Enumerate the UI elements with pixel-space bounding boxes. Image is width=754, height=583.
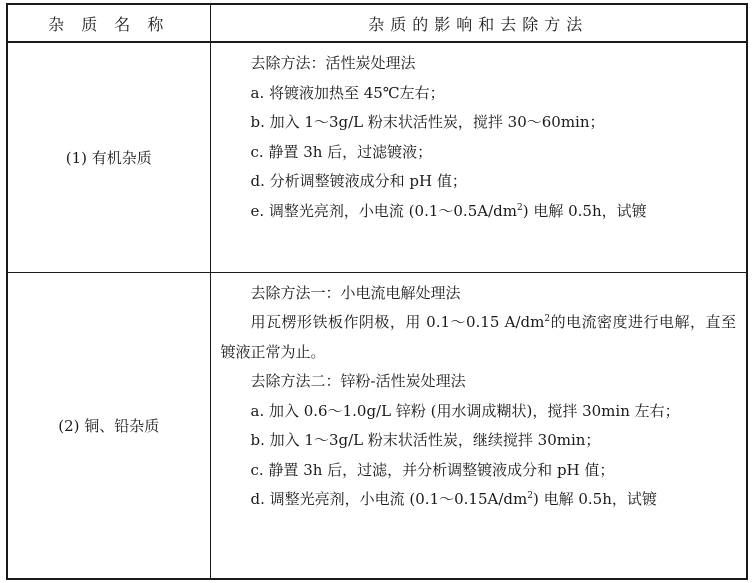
table-row <box>7 272 747 579</box>
header-effect-and-removal: 杂质的影响和去除方法 <box>210 4 747 42</box>
method-line: 去除方法一：小电流电解处理法 <box>250 283 461 302</box>
method-line <box>221 308 737 367</box>
header-impurity-name: 杂 质 名 称 <box>7 4 210 42</box>
method-line: a. 将镀液加热至 45℃左右； <box>250 83 445 102</box>
method-line <box>221 197 737 227</box>
superscript: 2 <box>544 314 551 324</box>
superscript: 2 <box>527 491 533 501</box>
table-row <box>7 42 747 272</box>
line-text: ) 电解 0.5h，试镀 <box>532 490 657 508</box>
method-line: b. 加入 1～3g/L 粉末状活性炭，继续搅拌 30min； <box>250 431 601 449</box>
removal-method-cell <box>210 272 747 579</box>
line-text: 的电流密度进行电解，直至镀液正常为止。 <box>220 313 736 361</box>
line-text: d. 调整光亮剂，小电流 (0.1～0.15A/dm <box>250 490 528 508</box>
method-line <box>221 485 737 515</box>
method-line: a. 加入 0.6～1.0g/L 锌粉 (用水调成糊状)，搅拌 30min 左右； <box>250 401 680 420</box>
removal-method-cell <box>210 42 747 272</box>
line-text: 用瓦楞形铁板作阴极，用 0.1～0.15 A/dm <box>250 313 545 331</box>
method-line: c. 静置 3h 后，过滤镀液； <box>250 142 433 161</box>
method-line: 去除方法二：锌粉-活性炭处理法 <box>250 372 466 390</box>
method-line: b. 加入 1～3g/L 粉末状活性炭，搅拌 30～60min； <box>250 113 605 131</box>
line-text: e. 调整光亮剂，小电流 (0.1～0.5A/dm <box>250 201 517 220</box>
line-text: ) 电解 0.5h，试镀 <box>522 201 647 220</box>
method-line: c. 静置 3h 后，过滤，并分析调整镀液成分和 pH 值； <box>250 460 615 479</box>
impurity-name: (2) 铜、铅杂质 <box>7 272 210 579</box>
method-line: 去除方法：活性炭处理法 <box>250 54 416 72</box>
impurity-name: (1) 有机杂质 <box>7 42 210 272</box>
superscript: 2 <box>516 202 523 213</box>
header-row <box>7 4 747 42</box>
method-line: d. 分析调整镀液成分和 pH 值； <box>250 172 467 190</box>
impurity-table <box>6 3 748 580</box>
